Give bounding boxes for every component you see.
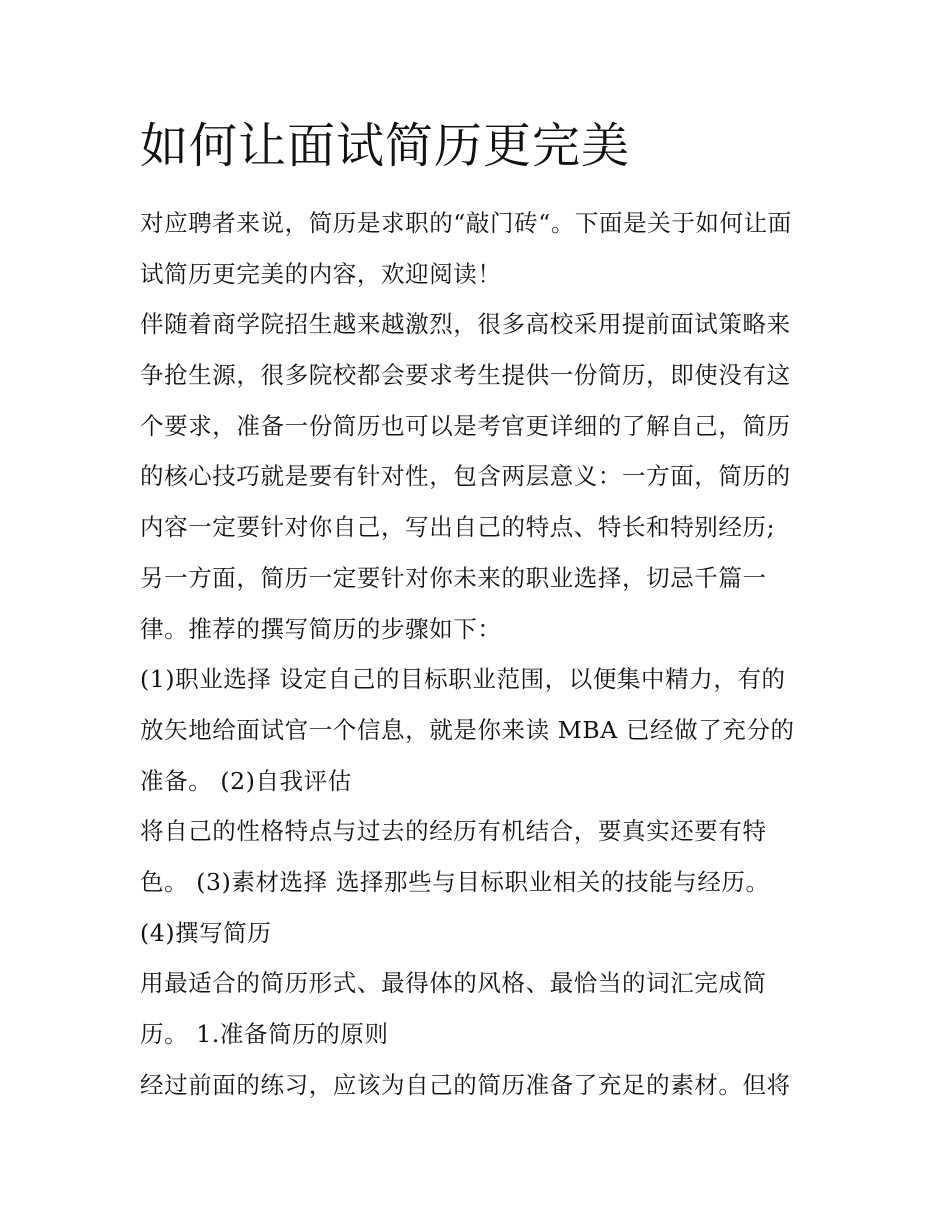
body-line: 历。 1.准备简历的原则 bbox=[140, 1020, 389, 1048]
document-title: 如何让面试简历更完美 bbox=[140, 118, 631, 174]
body-line: 争抢生源，很多院校都会要求考生提供一份简历，即使没有这 bbox=[140, 361, 791, 390]
body-line: 对应聘者来说，简历是求职的“敲门砖“。下面是关于如何让面 bbox=[140, 209, 792, 237]
body-line: 伴随着商学院招生越来越激烈，很多高校采用提前面试策略来 bbox=[140, 310, 791, 339]
body-line: 律。推荐的撰写简历的步骤如下： bbox=[140, 614, 502, 643]
body-line: 将自己的性格特点与过去的经历有机结合，要真实还要有特 bbox=[140, 817, 767, 846]
body-line: 色。 (3)素材选择 选择那些与目标职业相关的技能与经历。 bbox=[140, 867, 770, 896]
body-line: 个要求，准备一份简历也可以是考官更详细的了解自己，简历 bbox=[140, 411, 791, 440]
body-line: (4)撰写简历 bbox=[140, 918, 272, 947]
body-line: 另一方面，简历一定要针对你未来的职业选择，切忌千篇一 bbox=[140, 563, 767, 592]
body-line: 的核心技巧就是要有针对性，包含两层意义：一方面，简历的 bbox=[140, 462, 791, 491]
body-line: 经过前面的练习，应该为自己的简历准备了充足的素材。但将 bbox=[140, 1070, 791, 1099]
body-line: 用最适合的简历形式、最得体的风格、最恰当的词汇完成简 bbox=[140, 969, 767, 998]
body-line: 放矢地给面试官一个信息，就是你来读 MBA 已经做了充分的 bbox=[140, 715, 795, 744]
body-line: 内容一定要针对你自己，写出自己的特点、特长和特别经历; bbox=[140, 513, 776, 542]
body-line: (1)职业选择 设定自己的目标职业范围，以便集中精力，有的 bbox=[140, 665, 786, 694]
document-body bbox=[140, 198, 820, 1110]
body-line: 试简历更完美的内容，欢迎阅读！ bbox=[140, 259, 502, 288]
body-line: 准备。 (2)自我评估 bbox=[140, 766, 352, 795]
